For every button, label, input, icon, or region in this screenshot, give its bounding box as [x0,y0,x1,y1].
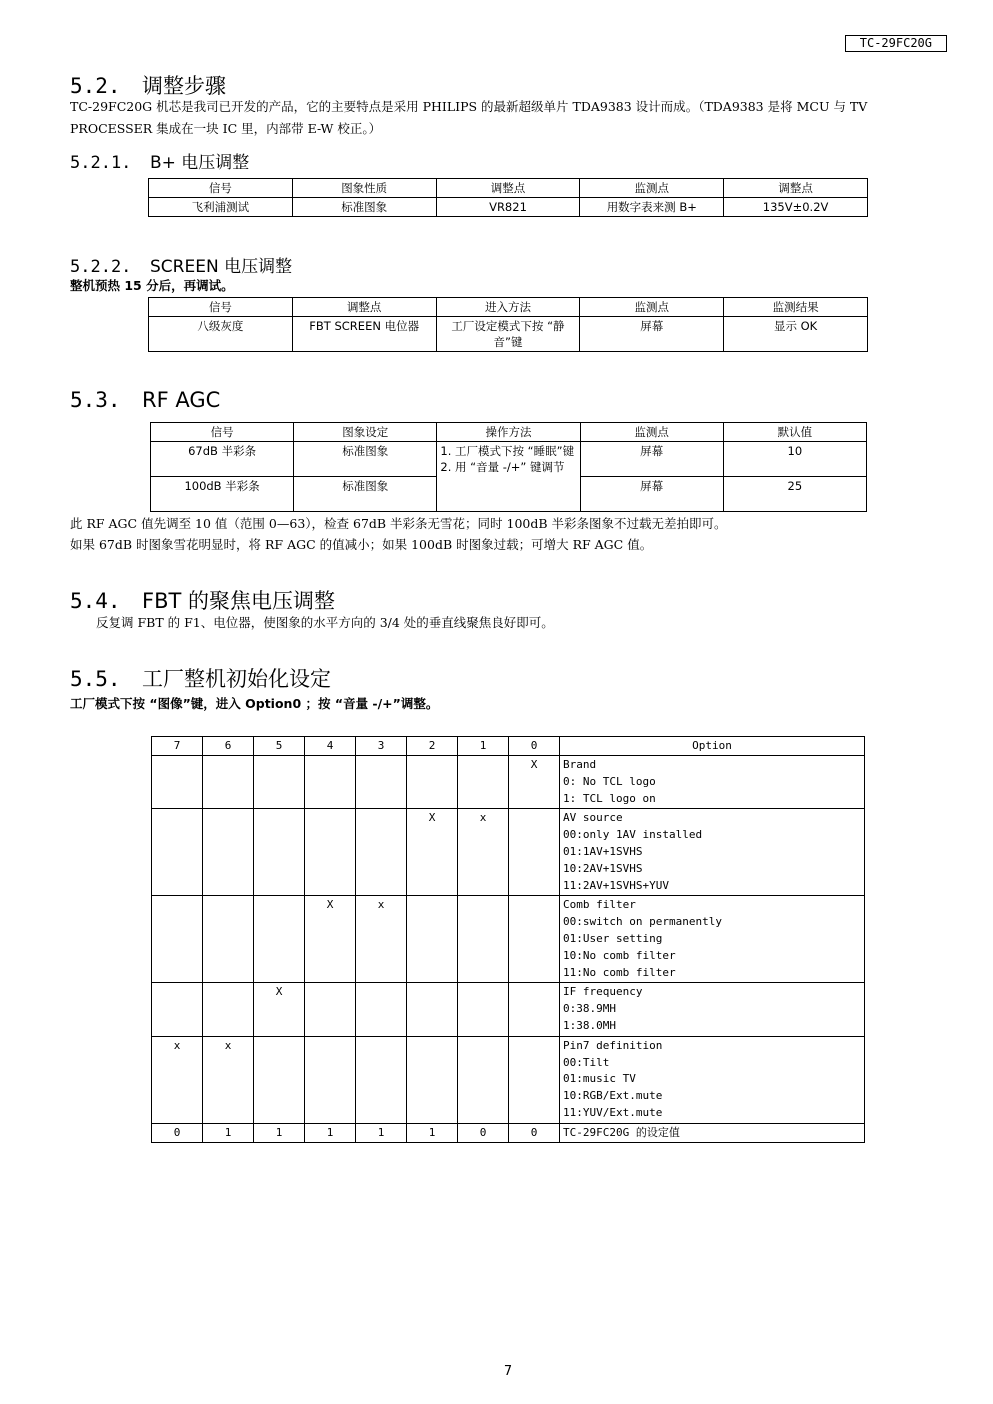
section-5-4-heading [70,585,335,615]
section-5-3-heading [70,388,220,412]
option-line: 10:2AV+1SVHS [563,861,643,875]
final-value: 0 [152,1123,203,1142]
bit-mark: X [407,809,458,896]
table-cell: 用数字表来测 B+ [580,198,724,217]
option-header: Option [560,737,865,756]
operation-step: 1. 工厂模式下按 “睡眠”键 [440,444,575,458]
table-row [152,896,865,983]
option-line: Pin7 definition [563,1038,663,1052]
bit-mark: x [152,1036,203,1123]
section-number: 5.4. [70,589,121,613]
bit-mark [305,1036,356,1123]
table-header-cell: 监测点 [580,298,724,317]
table-row [152,809,865,896]
option-line: AV source [563,811,623,825]
final-value: 1 [356,1123,407,1142]
option-line: 00:switch on permanently [563,915,722,929]
bit-mark: x [356,896,407,983]
bit-mark [203,756,254,809]
bit-mark [152,983,203,1036]
table-cell: 100dB 半彩条 [151,477,294,512]
final-row [152,1123,865,1142]
bit-mark: X [305,896,356,983]
bit-mark [509,896,560,983]
table-header-cell: 默认值 [723,423,866,442]
table-header-row [151,423,867,442]
final-label: TC-29FC20G 的设定值 [560,1123,865,1142]
bit-mark [203,983,254,1036]
section-title: FBT 的聚焦电压调整 [142,589,335,613]
option-note: 工厂模式下按 “图像”键，进入 Option0 ；按 “音量 -/+”调整。 [70,696,439,711]
bit-mark [356,1036,407,1123]
section-title: SCREEN 电压调整 [150,257,293,277]
bit-mark [458,983,509,1036]
table-cell: 67dB 半彩条 [151,442,294,477]
section-title: B+ 电压调整 [150,153,250,173]
table-header-cell: 图象设定 [294,423,437,442]
table-cell: 屏幕 [580,477,723,512]
section-5-2-2-heading [70,252,292,277]
table-header-cell: 信号 [149,298,293,317]
option-line: 10:No comb filter [563,948,676,962]
option-line: Brand [563,758,597,771]
bit-mark: x [458,809,509,896]
section-number: 5.5. [70,667,121,691]
table-cell: 工厂设定模式下按 “静音”键 [436,317,580,352]
option-line: 11:YUV/Ext.mute [563,1105,663,1119]
bit-mark [254,756,305,809]
bit-mark [407,983,458,1036]
option-description [560,896,865,983]
bit-header: 2 [407,737,458,756]
option-description [560,1036,865,1123]
table-header-row [149,179,868,198]
table-header-cell: 调整点 [436,179,580,198]
table-row [149,317,868,352]
option-line: 10:RGB/Ext.mute [563,1089,663,1103]
model-label: TC-29FC20G [845,35,947,52]
table-header-row [149,298,868,317]
final-value: 0 [509,1123,560,1142]
final-value: 1 [203,1123,254,1142]
final-value: 1 [254,1123,305,1142]
bit-mark [509,1036,560,1123]
table-header-cell: 监测点 [580,179,724,198]
option-line: 01:music TV [563,1072,636,1086]
bit-mark [509,983,560,1036]
table-cell: 标准图象 [294,442,437,477]
bit-mark [305,809,356,896]
bit-mark [356,756,407,809]
rf-agc-table [150,422,867,512]
bit-mark [254,809,305,896]
option-description [560,756,865,809]
section-number: 5.2.1. [70,153,132,173]
option-line: 0: No TCL logo [563,774,656,788]
section-5-2-paragraph: TC-29FC20G 机芯是我司已开发的产品，它的主要特点是采用 PHILIPS 的最新超级单片 TDA9383 设计而成。（TDA9383 是将 MCU 与 TV PROCESSER 集成在一块 IC 里，内部带 E-W 校正。） [70,99,868,136]
preheat-note: 整机预热 15 分后，再调试。 [70,278,234,293]
focus-paragraph: 反复调 FBT 的 F1、电位器，使图象的水平方向的 3/4 处的垂直线聚焦良好即可。 [96,615,554,630]
table-header-cell: 图象性质 [292,179,436,198]
bit-mark [305,756,356,809]
table-cell: 屏幕 [580,317,724,352]
bit-mark: X [254,983,305,1036]
section-5-2-1-heading [70,148,249,173]
bit-mark [458,756,509,809]
bit-header: 3 [356,737,407,756]
bit-mark [356,983,407,1036]
bit-header: 6 [203,737,254,756]
section-number: 5.2.2. [70,257,132,277]
table-header-cell: 监测点 [580,423,723,442]
final-value: 1 [305,1123,356,1142]
table-header-cell: 监测结果 [724,298,868,317]
section-5-5-heading [70,663,331,693]
option-line: 1:38.0MH [563,1018,616,1032]
section-title: 工厂整机初始化设定 [142,667,331,691]
b-plus-table [148,178,868,217]
table-cell: 135V±0.2V [724,198,868,217]
bit-mark [152,896,203,983]
table-cell: 标准图象 [294,477,437,512]
option-line: 01:1AV+1SVHS [563,844,643,858]
table-header-cell: 信号 [151,423,294,442]
table-header-cell: 调整点 [724,179,868,198]
table-header-cell: 进入方法 [436,298,580,317]
bit-mark [407,896,458,983]
bit-mark [407,1036,458,1123]
section-number: 5.3. [70,388,121,412]
table-row [149,198,868,217]
bit-mark [305,983,356,1036]
option-line: 1: TCL logo on [563,791,656,805]
table-header-cell: 调整点 [292,298,436,317]
table-header-cell: 信号 [149,179,293,198]
bit-mark [356,809,407,896]
table-row [151,442,867,477]
bit-mark [509,809,560,896]
table-header-row [152,737,865,756]
option-line: 00:Tilt [563,1055,610,1069]
rf-agc-note-2: 如果 67dB 时图象雪花明显时，将 RF AGC 的值减小；如果 100dB 时图象过载；可增大 RF AGC 值。 [70,537,653,552]
table-cell: 10 [723,442,866,477]
table-cell: 屏幕 [580,442,723,477]
option-line: 01:User setting [563,931,663,945]
final-value: 0 [458,1123,509,1142]
option-line: IF frequency [563,985,643,999]
table-row [152,1036,865,1123]
option-line: 11:2AV+1SVHS+YUV [563,878,669,892]
bit-header: 0 [509,737,560,756]
option-rows [152,756,865,1124]
option-line: 11:No comb filter [563,965,676,979]
page-number: 7 [503,1364,513,1379]
table-cell: 八级灰度 [149,317,293,352]
bit-header: 5 [254,737,305,756]
bit-mark [254,1036,305,1123]
bit-mark: x [203,1036,254,1123]
table-cell: 25 [723,477,866,512]
bit-header: 4 [305,737,356,756]
bit-mark: X [509,756,560,809]
table-cell: 标准图象 [292,198,436,217]
operation-step: 2. 用 “音量 -/+” 键调节 [440,460,565,474]
bit-mark [203,896,254,983]
table-cell: 显示 OK [724,317,868,352]
bit-mark [458,1036,509,1123]
final-value: 1 [407,1123,458,1142]
bit-header: 1 [458,737,509,756]
table-cell: VR821 [436,198,580,217]
screen-voltage-table [148,297,868,352]
table-cell: 飞利浦测试 [149,198,293,217]
bit-header: 7 [152,737,203,756]
bit-mark [203,809,254,896]
table-cell: FBT SCREEN 电位器 [292,317,436,352]
option-line: 0:38.9MH [563,1002,616,1016]
rf-agc-note-1: 此 RF AGC 值先调至 10 值（范围 0—63），检查 67dB 半彩条无雪花；同时 100dB 半彩条图象不过载无差拍即可。 [70,516,727,531]
table-row [152,983,865,1036]
section-number: 5.2. [70,74,121,98]
option-line: 00:only 1AV installed [563,828,703,842]
bit-mark [152,809,203,896]
operation-method-cell [437,442,580,512]
table-row [152,756,865,809]
option-table [151,736,865,1143]
bit-mark [152,756,203,809]
bit-mark [458,896,509,983]
option-line: Comb filter [563,898,636,912]
section-title: RF AGC [142,388,221,412]
table-header-cell: 操作方法 [437,423,580,442]
bit-mark [407,756,458,809]
bit-mark [254,896,305,983]
option-description [560,983,865,1036]
option-description [560,809,865,896]
section-title: 调整步骤 [142,74,226,98]
